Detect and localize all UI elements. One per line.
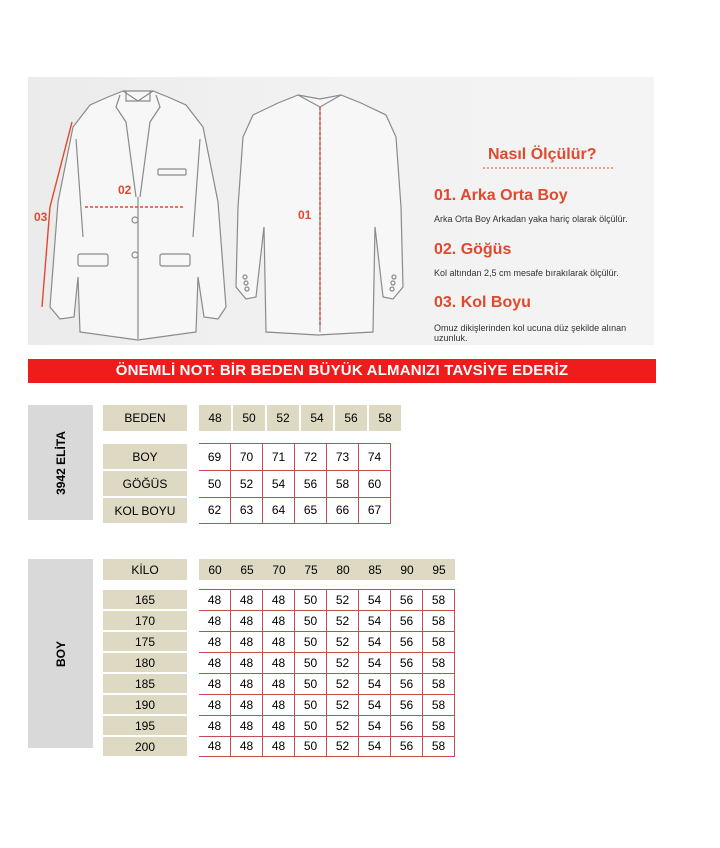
table-cell: 56 [391,652,423,673]
table-cell: 52 [327,694,359,715]
table-row [103,715,455,736]
table-cell: 48 [193,736,231,756]
size-chart-side-label [28,405,93,520]
guide-item-back-heading: 01. Arka Orta Boy [434,187,568,204]
size-header-cell: 50 [232,405,266,431]
jacket-front-drawing [50,91,226,340]
table-cell: 54 [359,652,391,673]
table-cell: 48 [193,631,231,652]
table-cell: 58 [423,673,455,694]
table-cell: 70 [231,443,263,470]
table-cell: 52 [327,673,359,694]
table-cell: 48 [231,589,263,610]
weight-header-row [103,559,455,580]
table-row [103,631,455,652]
row-label: 190 [103,694,193,715]
table-cell: 54 [359,736,391,756]
weight-header-cell: 70 [263,559,295,580]
table-cell: 50 [295,715,327,736]
table-cell: 50 [295,589,327,610]
row-label: KOL BOYU [103,497,193,523]
table-cell: 50 [295,652,327,673]
table-cell: 48 [263,610,295,631]
row-label: BOY [103,443,193,470]
table-cell: 54 [263,470,295,497]
table-cell: 56 [295,470,327,497]
size-measurements-table [103,442,391,524]
table-cell: 56 [391,610,423,631]
table-cell: 54 [359,631,391,652]
table-cell: 52 [327,589,359,610]
table-cell: 50 [295,631,327,652]
weight-header-cell: 90 [391,559,423,580]
table-cell: 54 [359,715,391,736]
guide-item-chest-desc: Kol altından 2,5 cm mesafe bırakılarak ölçülür. [434,268,619,278]
table-cell: 48 [231,610,263,631]
product-model-label: 3942 ELİTA [53,430,68,495]
table-cell: 54 [359,673,391,694]
table-row [103,443,391,470]
weight-header-label: KİLO [103,559,193,580]
table-cell: 48 [193,652,231,673]
table-cell: 56 [391,694,423,715]
table-cell: 66 [327,497,359,523]
table-cell: 54 [359,589,391,610]
height-weight-table [103,588,455,757]
table-cell: 48 [263,673,295,694]
table-cell: 48 [193,610,231,631]
size-header-cell: 48 [193,405,232,431]
table-cell: 60 [359,470,391,497]
table-cell: 48 [231,715,263,736]
table-cell: 48 [263,652,295,673]
table-cell: 52 [327,715,359,736]
height-weight-side-label [28,559,93,748]
table-cell: 52 [327,736,359,756]
table-cell: 64 [263,497,295,523]
table-cell: 48 [231,694,263,715]
table-row [103,652,455,673]
table-cell: 50 [295,736,327,756]
table-cell: 50 [295,673,327,694]
weight-header-cell: 85 [359,559,391,580]
table-cell: 48 [263,589,295,610]
measurement-guide [28,77,654,345]
table-cell: 56 [391,673,423,694]
table-row [103,694,455,715]
important-note: ÖNEMLİ NOT: BİR BEDEN BÜYÜK ALMANIZI TAVSİYE EDERİZ [28,359,656,383]
table-cell: 48 [231,736,263,756]
table-cell: 56 [391,589,423,610]
size-header-label: BEDEN [103,405,193,431]
size-header-cell: 58 [368,405,401,431]
table-cell: 58 [423,631,455,652]
table-cell: 58 [423,694,455,715]
table-cell: 50 [193,470,231,497]
row-label: 180 [103,652,193,673]
size-header-row [103,405,401,431]
row-label: GÖĞÜS [103,470,193,497]
weight-header-table [103,559,455,580]
table-cell: 50 [295,694,327,715]
table-cell: 52 [327,631,359,652]
table-cell: 58 [423,589,455,610]
size-header-cell: 56 [334,405,368,431]
row-label: 195 [103,715,193,736]
table-cell: 74 [359,443,391,470]
row-label: 170 [103,610,193,631]
marker-chest: 02 [118,183,132,197]
guide-item-sleeve-desc: Omuz dikişlerinden kol ucuna düz şekilde alınan uzunluk. [434,323,627,343]
table-row [103,673,455,694]
table-cell: 67 [359,497,391,523]
table-cell: 71 [263,443,295,470]
table-cell: 62 [193,497,231,523]
guide-item-chest-heading: 02. Göğüs [434,241,512,258]
table-cell: 69 [193,443,231,470]
table-cell: 48 [231,652,263,673]
table-cell: 65 [295,497,327,523]
table-cell: 56 [391,736,423,756]
table-cell: 73 [327,443,359,470]
height-axis-label: BOY [53,640,68,667]
row-label: 185 [103,673,193,694]
weight-header-cell: 75 [295,559,327,580]
weight-header-cell: 65 [231,559,263,580]
marker-sleeve: 03 [34,210,48,224]
jacket-illustration [28,77,654,345]
guide-title: Nasıl Ölçülür? [488,146,597,163]
table-row [103,589,455,610]
table-row [103,736,455,756]
table-cell: 48 [263,715,295,736]
table-cell: 58 [423,715,455,736]
table-cell: 58 [423,652,455,673]
table-cell: 48 [263,694,295,715]
row-label: 175 [103,631,193,652]
size-chart-table [103,405,401,431]
marker-back: 01 [298,208,312,222]
row-label: 200 [103,736,193,756]
table-cell: 58 [327,470,359,497]
size-header-cell: 54 [300,405,334,431]
table-cell: 48 [263,736,295,756]
weight-header-cell: 60 [193,559,231,580]
table-cell: 48 [193,673,231,694]
weight-header-cell: 80 [327,559,359,580]
table-cell: 56 [391,715,423,736]
table-cell: 72 [295,443,327,470]
table-row [103,470,391,497]
row-label: 165 [103,589,193,610]
table-cell: 48 [193,589,231,610]
table-cell: 52 [327,610,359,631]
size-header-cell: 52 [266,405,300,431]
table-cell: 52 [231,470,263,497]
table-cell: 54 [359,694,391,715]
table-row [103,610,455,631]
table-cell: 56 [391,631,423,652]
table-row [103,497,391,523]
weight-header-cell: 95 [423,559,455,580]
table-cell: 52 [327,652,359,673]
guide-item-back-desc: Arka Orta Boy Arkadan yaka hariç olarak ölçülür. [434,214,628,224]
table-cell: 48 [193,715,231,736]
table-cell: 54 [359,610,391,631]
table-cell: 48 [193,694,231,715]
table-cell: 58 [423,736,455,756]
table-cell: 48 [231,673,263,694]
table-cell: 50 [295,610,327,631]
guide-title-underline [483,165,613,171]
guide-item-sleeve-heading: 03. Kol Boyu [434,294,531,311]
table-cell: 63 [231,497,263,523]
table-cell: 48 [231,631,263,652]
table-cell: 58 [423,610,455,631]
table-cell: 48 [263,631,295,652]
